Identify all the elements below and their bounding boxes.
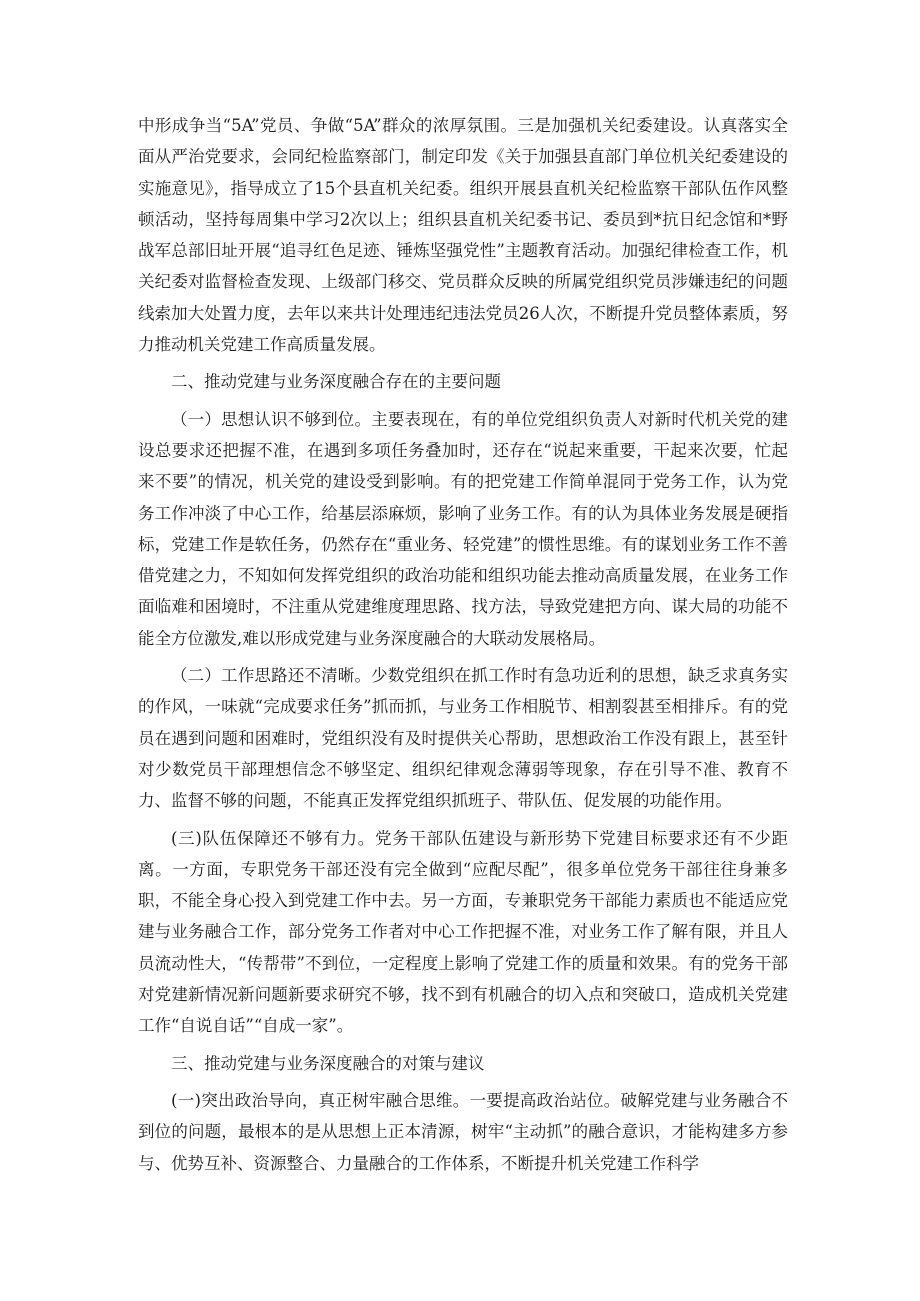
paragraph-issue-3: (三)队伍保障还不够有力。党务干部队伍建设与新形势下党建目标要求还有不少距离。一方面，专职党务干部还没有完全做到“应配尽配”，很多单位党务干部往往身兼多职，不能全身心投入到党建工作中去。另一方面，专兼职党务干部能力素质也不能适应党建与业务融合工作，部分党务工作者对中心工作把握不准，对业务工作了解有限，并且人员流动性大，“传帮带”不到位，一定程度上影响了党建工作的质量和效果。有的党务干部对党建新情况新问题新要求研究不够，找不到有机融合的切入点和突破口，造成机关党建工作“自说自话”“自成一家”。 — [138, 828, 788, 1036]
section-heading-2: 二、推动党建与业务深度融合存在的主要问题 — [171, 372, 501, 392]
section-heading-3: 三、推动党建与业务深度融合的对策与建议 — [171, 1053, 485, 1073]
document-body — [138, 110, 788, 1179]
paragraph-issue-1: （一）思想认识不够到位。主要表现在，有的单位党组织负责人对新时代机关党的建设总要求还把握不准，在遇到多项任务叠加时，还存在“说起来重要，干起来次要，忙起来不要”的情况，机关党的建设受到影响。有的把党建工作简单混同于党务工作，认为党务工作冲淡了中心工作，给基层添麻烦，影响了业务工作。有的认为具体业务发展是硬指标，党建工作是软任务，仍然存在“重业务、轻党建”的惯性思维。有的谋划业务工作不善借党建之力，不知如何发挥党组织的政治功能和组织功能去推动高质量发展，在业务工作面临难和困境时，不注重从党建维度理思路、找方法，导致党建把方向、谋大局的功能不能全方位激发,难以形成党建与业务深度融合的大联动发展格局。 — [138, 409, 788, 648]
paragraph-continuation: 中形成争当“5A”党员、争做“5A”群众的浓厚氛围。三是加强机关纪委建设。认真落实全面从严治党要求，会同纪检监察部门，制定印发《关于加强县直部门单位机关纪委建设的实施意见》，指导成立了15个县直机关纪委。组织开展县直机关纪检监察干部队伍作风整顿活动，坚持每周集中学习2次以上；组织县直机关纪委书记、委员到*抗日纪念馆和*野战军总部旧址开展“追寻红色足迹、锤炼坚强党性”主题教育活动。加强纪律检查工作，机关纪委对监督检查发现、上级部门移交、党员群众反映的所属党组织党员涉嫌违纪的问题线索加大处置力度，去年以来共计处理违纪违法党员26人次，不断提升党员整体素质，努力推动机关党建工作高质量发展。 — [138, 116, 788, 355]
paragraph-suggestion-1: (一)突出政治导向，真正树牢融合思维。一要提高政治站位。破解党建与业务融合不到位的问题，最根本的是从思想上正本清源，树牢“主动抓”的融合意识，才能构建多方参与、优势互补、资源整合、力量融合的工作体系，不断提升机关党建工作科学 — [138, 1090, 788, 1173]
paragraph-issue-2: （二）工作思路还不清晰。少数党组织在抓工作时有急功近利的思想，缺乏求真务实的作风，一味就“完成要求任务”抓而抓，与业务工作相脱节、相割裂甚至相排斥。有的党员在遇到问题和困难时，党组织没有及时提供关心帮助，思想政治工作没有跟上，甚至针对少数党员干部理想信念不够坚定、组织纪律观念薄弱等现象，存在引导不准、教育不力、监督不够的问题，不能真正发挥党组织抓班子、带队伍、促发展的功能作用。 — [138, 666, 788, 811]
